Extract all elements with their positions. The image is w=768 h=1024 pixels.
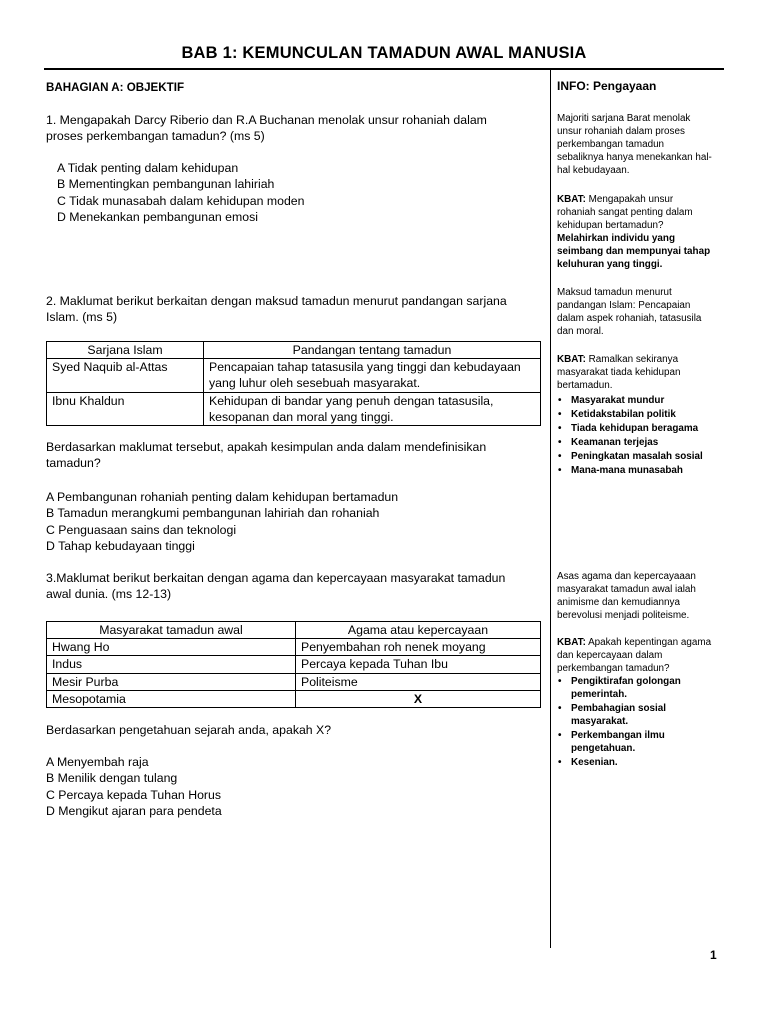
page-title: BAB 1: KEMUNCULAN TAMADUN AWAL MANUSIA: [181, 44, 587, 62]
table-header: Agama atau kepercayaan: [296, 622, 541, 639]
table-cell: X: [296, 690, 541, 707]
kbat-box: [557, 193, 712, 271]
kbat-bullet-list: [557, 394, 712, 477]
option-b[interactable]: B Tamadun merangkumi pembangunan lahiriah dan rohaniah: [46, 506, 380, 521]
question-3-table-wrap: [46, 621, 541, 708]
option-c[interactable]: C Penguasaan sains dan teknologi: [46, 522, 237, 537]
question-1: [46, 112, 516, 145]
question-2-text: 2. Maklumat berikut berkaitan dengan maksud tamadun menurut pandangan sarjana Islam. (ms 5): [46, 294, 507, 325]
question-1-text: 1. Mengapakah Darcy Riberio dan R.A Buchanan menolak unsur rohaniah dalam proses perkembangan tamadun? (ms 5): [46, 113, 487, 144]
table-cell: Mesir Purba: [47, 673, 296, 690]
table-header: Masyarakat tamadun awal: [47, 622, 296, 639]
option-a[interactable]: A Menyembah raja: [46, 755, 149, 769]
list-item: • Kesenian.: [571, 756, 712, 769]
table-cell: Syed Naquib al-Attas: [47, 359, 204, 392]
kbat-label: KBAT:: [557, 194, 586, 205]
option-a[interactable]: A Tidak penting dalam kehidupan: [57, 161, 239, 175]
question-3-prompt: Berdasarkan pengetahuan sejarah anda, apakah X?: [46, 723, 332, 737]
option-b[interactable]: B Mementingkan pembangunan lahiriah: [57, 177, 275, 192]
option-c[interactable]: C Percaya kepada Tuhan Horus: [46, 787, 221, 802]
sidebar-note-text: Majoriti sarjana Barat menolak unsur rohaniah dalam proses perkembangan tamadun sebaliknya hanya menekankan hal-hal kebudayaan.: [557, 113, 712, 176]
sidebar-heading: INFO: Pengayaan: [557, 79, 657, 93]
table-row: [47, 690, 541, 707]
sidebar-note-text: Maksud tamadun menurut pandangan Islam: Pencapaian dalam aspek rohaniah, tatasusila dan moral.: [557, 287, 702, 337]
question-2-table-wrap: [46, 341, 541, 426]
list-item: • Mana-mana munasabah: [571, 464, 712, 477]
table-cell: Kehidupan di bandar yang penuh dengan tatasusila, kesopanan dan moral yang tinggi.: [204, 392, 541, 425]
table-cell: Hwang Ho: [47, 639, 296, 656]
table-cell: Indus: [47, 656, 296, 673]
list-item: • Masyarakat mundur: [571, 394, 712, 407]
sidebar-note: [557, 570, 712, 622]
option-c[interactable]: C Tidak munasabah dalam kehidupan moden: [57, 193, 305, 208]
kbat-box: [557, 353, 712, 477]
question-3-table: [46, 621, 541, 708]
list-item: • Ketidakstabilan politik: [571, 408, 712, 421]
table-row: [47, 392, 541, 425]
sidebar-note-text: Asas agama dan kepercayaaan masyarakat tamadun awal ialah animisme dan kemudiannya berevolusi menjadi politeisme.: [557, 571, 696, 621]
list-item: • Tiada kehidupan beragama: [571, 422, 712, 435]
option-d[interactable]: D Menekankan pembangunan emosi: [57, 210, 258, 225]
table-cell: Ibnu Khaldun: [47, 392, 204, 425]
table-row: [47, 673, 541, 690]
kbat-answer: Melahirkan individu yang seimbang dan mempunyai tahap keluhuran yang tinggi.: [557, 233, 711, 270]
table-header-row: [47, 622, 541, 639]
title-rule: [44, 68, 724, 70]
option-b[interactable]: B Menilik dengan tulang: [46, 771, 178, 786]
question-2-options: [46, 489, 398, 555]
list-item: • Pengiktirafan golongan pemerintah.: [571, 675, 712, 701]
question-2: [46, 293, 541, 326]
kbat-question: Ramalkan sekiranya masyarakat tiada kehidupan bertamadun.: [557, 354, 681, 391]
table-header-row: [47, 342, 541, 359]
question-2-prompt: Berdasarkan maklumat tersebut, apakah kesimpulan anda dalam mendefinisikan tamadun?: [46, 440, 487, 471]
table-cell: Politeisme: [296, 673, 541, 690]
table-cell: Penyembahan roh nenek moyang: [296, 639, 541, 656]
option-d[interactable]: D Mengikut ajaran para pendeta: [46, 804, 222, 819]
question-3-text: 3.Maklumat berikut berkaitan dengan agama dan kepercayaan masyarakat tamadun awal dunia. (ms 12-13): [46, 571, 506, 602]
kbat-label: KBAT:: [557, 637, 586, 648]
column-divider: [550, 70, 551, 948]
question-1-options: [46, 160, 304, 226]
table-row: [47, 639, 541, 656]
kbat-question: Apakah kepentingan agama dan kepercayaan dalam perkembangan tamadun?: [557, 637, 712, 674]
kbat-question: Mengapakah unsur rohaniah sangat penting dalam kehidupan bertamadun?: [557, 194, 693, 231]
question-3: [46, 570, 516, 603]
table-header: Sarjana Islam: [47, 342, 204, 359]
table-row: [47, 359, 541, 392]
table-header: Pandangan tentang tamadun: [204, 342, 541, 359]
list-item: • Perkembangan ilmu pengetahuan.: [571, 729, 712, 755]
table-row: [47, 656, 541, 673]
kbat-bullet-list: [557, 675, 712, 769]
list-item: • Pembahagian sosial masyarakat.: [571, 702, 712, 728]
table-cell: Pencapaian tahap tatasusila yang tinggi dan kebudayaan yang luhur oleh sesebuah masyarakat.: [204, 359, 541, 392]
section-heading: BAHAGIAN A: OBJEKTIF: [46, 81, 185, 94]
question-2-table: [46, 341, 541, 426]
sidebar-note: [557, 112, 712, 177]
kbat-box: [557, 636, 712, 769]
list-item: • Keamanan terjejas: [571, 436, 712, 449]
table-cell: Mesopotamia: [47, 690, 296, 707]
list-item: • Peningkatan masalah sosial: [571, 450, 712, 463]
option-a[interactable]: A Pembangunan rohaniah penting dalam kehidupan bertamadun: [46, 490, 399, 504]
table-cell: Percaya kepada Tuhan Ibu: [296, 656, 541, 673]
page-number: 1: [710, 948, 717, 962]
question-3-options: [46, 754, 222, 820]
sidebar-note: [557, 286, 712, 338]
option-d[interactable]: D Tahap kebudayaan tinggi: [46, 539, 195, 554]
kbat-label: KBAT:: [557, 354, 586, 365]
